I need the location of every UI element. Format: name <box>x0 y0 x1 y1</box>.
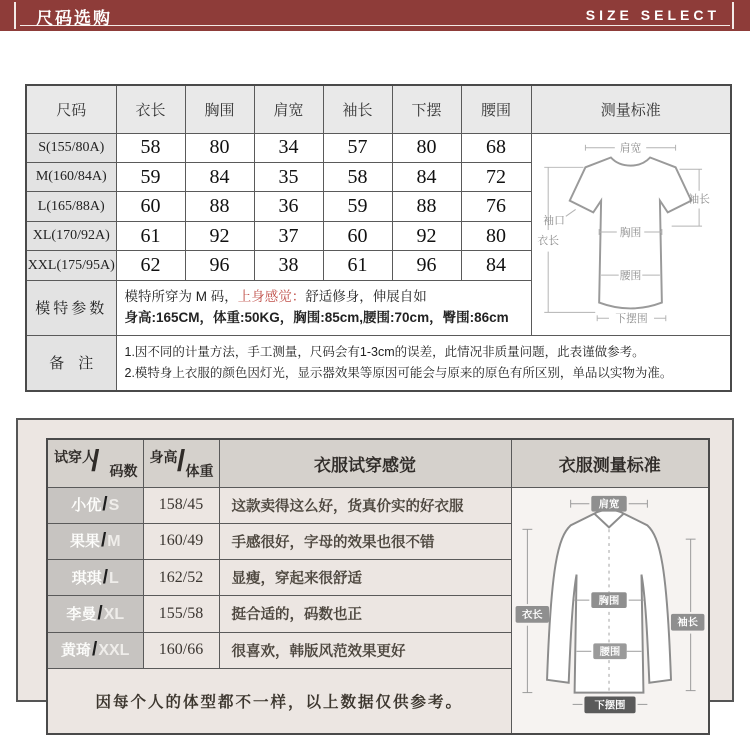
col-garment-measure-standard: 衣服测量标准 <box>511 439 709 487</box>
col-shoulder: 肩宽 <box>254 85 323 133</box>
size-value-cell: 38 <box>254 251 323 280</box>
tester-size: L <box>109 569 119 587</box>
page-title-en: SIZE SELECT <box>585 7 720 23</box>
model-line1-post: 舒适修身，伸展自如 <box>305 289 427 305</box>
size-value-cell: 92 <box>392 221 461 250</box>
tester-cell <box>47 560 143 596</box>
col-length: 衣长 <box>116 85 185 133</box>
model-params-label: 模特参数 <box>26 280 116 335</box>
col-try-on-feeling: 衣服试穿感觉 <box>219 439 511 487</box>
shoulder-width-label: 肩宽 <box>619 142 642 155</box>
slash: / <box>100 530 107 552</box>
size-value-cell: 88 <box>392 192 461 221</box>
size-value-cell: 72 <box>461 162 531 191</box>
tester-name: 果果 <box>69 533 100 551</box>
notes-info <box>116 335 731 391</box>
size-value-cell: 80 <box>185 133 254 162</box>
tshirt-diagram-svg <box>533 134 729 330</box>
sleeve-length-label: 袖长 <box>688 193 710 206</box>
size-value-cell: 34 <box>254 133 323 162</box>
tester-name: 黄琦 <box>61 642 92 660</box>
chest-label: 胸围 <box>598 595 619 607</box>
size-value-cell: 68 <box>461 133 531 162</box>
tester-size: M <box>107 533 121 551</box>
size-value-cell: 61 <box>116 221 185 250</box>
tester-size: S <box>108 497 120 515</box>
tester-size: XXL <box>98 642 130 660</box>
size-label: XL(170/92A) <box>26 221 116 250</box>
size-table-header-row <box>26 85 731 133</box>
tester-size: XL <box>103 605 125 623</box>
size-value-cell: 76 <box>461 192 531 221</box>
bar-underline <box>20 25 730 26</box>
size-value-cell: 36 <box>254 192 323 221</box>
chest-label: 胸围 <box>619 226 642 239</box>
try-on-comment: 这款卖得这么好，货真价实的好衣服 <box>219 487 511 523</box>
model-line1-pre: 模特所穿为 M 码， <box>124 289 238 305</box>
height-weight: 162/52 <box>143 560 219 596</box>
bar-left-tick <box>14 2 16 29</box>
slash: / <box>92 639 98 661</box>
model-line2: 身高:165CM，体重:50KG，胸围:85cm,腰围:70cm，臀围:86cm <box>124 309 509 325</box>
col-waist: 腰围 <box>461 85 531 133</box>
list-item <box>47 487 709 523</box>
tester-name: 李曼 <box>66 605 97 623</box>
size-count-label: 码数 <box>109 462 138 479</box>
fit-table <box>46 438 710 735</box>
size-table <box>25 84 732 392</box>
size-value-cell: 60 <box>116 192 185 221</box>
col-measure-standard: 测量标准 <box>531 85 731 133</box>
try-on-comment: 手感很好，字母的效果也很不错 <box>219 523 511 559</box>
size-value-cell: 84 <box>461 251 531 280</box>
col-tester-size <box>47 439 143 487</box>
col-height-weight <box>143 439 219 487</box>
fit-footer-note: 因每个人的体型都不一样，以上数据仅供参考。 <box>47 668 511 733</box>
header-slash: / <box>176 444 186 478</box>
try-on-comment: 挺合适的，码数也正 <box>219 596 511 632</box>
tester-cell <box>47 596 143 632</box>
table-row <box>26 133 731 162</box>
height-weight: 160/66 <box>143 632 219 668</box>
header-slash: / <box>91 444 100 478</box>
waist-label: 腰围 <box>599 646 620 658</box>
size-value-cell: 92 <box>185 221 254 250</box>
size-label: S(155/80A) <box>26 133 116 162</box>
size-value-cell: 84 <box>185 162 254 191</box>
cuff-label: 袖口 <box>543 214 565 227</box>
size-value-cell: 84 <box>392 162 461 191</box>
size-value-cell: 35 <box>254 162 323 191</box>
tester-name: 琪琪 <box>71 569 102 587</box>
notes-row <box>26 335 731 391</box>
try-on-comment: 显瘦，穿起来很舒适 <box>219 560 511 596</box>
slash: / <box>102 494 108 516</box>
slash: / <box>97 602 103 624</box>
weight-label: 体重 <box>185 462 214 479</box>
size-label: M(160/84A) <box>26 162 116 191</box>
size-value-cell: 96 <box>392 251 461 280</box>
tester-label: 试穿人 <box>54 449 96 465</box>
size-value-cell: 60 <box>323 221 392 250</box>
size-value-cell: 59 <box>323 192 392 221</box>
size-value-cell: 96 <box>185 251 254 280</box>
bar-right-tick <box>732 2 734 29</box>
col-hem: 下摆 <box>392 85 461 133</box>
size-value-cell: 58 <box>116 133 185 162</box>
hem-label: 下摆围 <box>615 312 648 325</box>
fit-table-header-row <box>47 439 709 487</box>
note-line-1: 1.因不同的计量方法，手工测量，尺码会有1-3cm的误差，此情况非质量问题，此表谨做参考。 <box>124 345 645 360</box>
tester-cell <box>47 487 143 523</box>
slash: / <box>102 566 108 588</box>
col-chest: 胸围 <box>185 85 254 133</box>
tshirt-measure-diagram <box>531 133 731 335</box>
tester-name: 小优 <box>71 497 102 515</box>
garment-length-label: 衣长 <box>537 234 559 247</box>
col-sleeve: 袖长 <box>323 85 392 133</box>
size-value-cell: 61 <box>323 251 392 280</box>
shirt-measure-diagram <box>511 487 709 734</box>
try-on-comment: 很喜欢，韩版风范效果更好 <box>219 632 511 668</box>
size-label: L(165/88A) <box>26 192 116 221</box>
fit-table-panel <box>16 418 734 711</box>
size-value-cell: 80 <box>461 221 531 250</box>
size-label: XXL(175/95A) <box>26 251 116 280</box>
height-weight: 158/45 <box>143 487 219 523</box>
size-value-cell: 37 <box>254 221 323 250</box>
col-size: 尺码 <box>26 85 116 133</box>
section-header-bar <box>0 0 750 31</box>
size-value-cell: 88 <box>185 192 254 221</box>
size-value-cell: 59 <box>116 162 185 191</box>
model-params-info <box>116 280 531 335</box>
size-value-cell: 57 <box>323 133 392 162</box>
size-value-cell: 80 <box>392 133 461 162</box>
waist-label: 腰围 <box>619 269 642 282</box>
page-title: 尺码选购 <box>36 9 112 28</box>
shirt-diagram-svg <box>512 488 708 728</box>
size-value-cell: 58 <box>323 162 392 191</box>
notes-label: 备注 <box>26 335 116 391</box>
model-line1-red: 上身感觉： <box>237 289 306 305</box>
garment-length-label: 衣长 <box>521 609 543 621</box>
height-weight: 155/58 <box>143 596 219 632</box>
shoulder-width-label: 肩宽 <box>598 499 619 511</box>
height-weight: 160/49 <box>143 523 219 559</box>
sleeve-length-label: 袖长 <box>676 617 698 629</box>
hem-label: 下摆围 <box>594 699 625 711</box>
height-label: 身高 <box>149 449 178 465</box>
tester-cell <box>47 523 143 559</box>
tester-cell <box>47 632 143 668</box>
note-line-2: 2.模特身上衣服的颜色因灯光，显示器效果等原因可能会与原来的原色有所区别，单品以实物为准。 <box>124 365 673 380</box>
size-value-cell: 62 <box>116 251 185 280</box>
